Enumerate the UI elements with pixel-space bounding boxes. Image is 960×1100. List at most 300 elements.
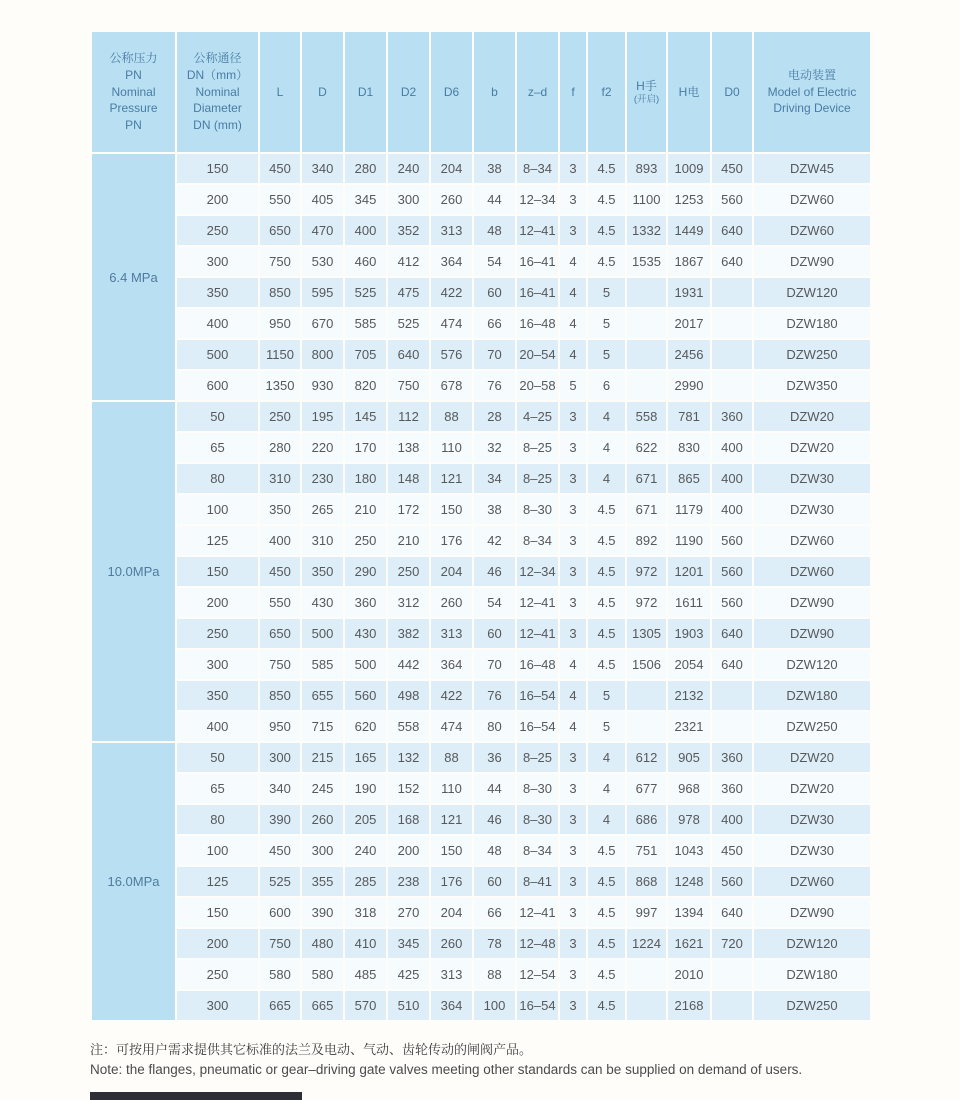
cell-dn: 65 [176, 773, 259, 804]
cell-L: 850 [259, 680, 301, 711]
cell-f2: 4.5 [587, 897, 626, 928]
cell-z_d: 12–54 [516, 959, 559, 990]
cell-D0 [711, 339, 753, 370]
cell-dn: 150 [176, 556, 259, 587]
cell-D6: 313 [430, 215, 473, 246]
cell-H_hand: 997 [626, 897, 667, 928]
cell-z_d: 12–48 [516, 928, 559, 959]
cell-D1: 250 [344, 525, 387, 556]
cell-D0 [711, 680, 753, 711]
cell-D: 480 [301, 928, 344, 959]
column-header-D1: D1 [344, 31, 387, 153]
cell-f: 4 [559, 711, 587, 742]
cell-D6: 88 [430, 401, 473, 432]
cell-z_d: 16–48 [516, 649, 559, 680]
cell-D1: 500 [344, 649, 387, 680]
footer-notes [90, 1040, 890, 1081]
cell-L: 550 [259, 587, 301, 618]
cell-D: 230 [301, 463, 344, 494]
cell-D: 215 [301, 742, 344, 773]
cell-L: 450 [259, 835, 301, 866]
cell-f2: 4.5 [587, 184, 626, 215]
cell-b: 70 [473, 339, 516, 370]
cell-L: 250 [259, 401, 301, 432]
cell-L: 650 [259, 215, 301, 246]
cell-f2: 4 [587, 773, 626, 804]
cell-D0: 560 [711, 525, 753, 556]
cell-f2: 4.5 [587, 246, 626, 277]
cell-D6: 176 [430, 866, 473, 897]
cell-dn: 50 [176, 742, 259, 773]
cell-model: DZW250 [753, 711, 871, 742]
cell-D: 265 [301, 494, 344, 525]
cell-L: 580 [259, 959, 301, 990]
cell-D2: 510 [387, 990, 430, 1021]
cell-b: 60 [473, 618, 516, 649]
column-header-dn: 公称通径 DN（mm） Nominal Diameter DN (mm) [176, 31, 259, 153]
table-row [91, 618, 871, 649]
cell-H_elec: 1179 [667, 494, 711, 525]
cell-D6: 121 [430, 463, 473, 494]
cell-dn: 300 [176, 246, 259, 277]
cell-D0: 360 [711, 401, 753, 432]
table-row [91, 773, 871, 804]
cell-b: 78 [473, 928, 516, 959]
cell-f2: 6 [587, 370, 626, 401]
cell-H_elec: 1248 [667, 866, 711, 897]
table-row [91, 711, 871, 742]
cell-b: 66 [473, 308, 516, 339]
cell-L: 1350 [259, 370, 301, 401]
cell-b: 54 [473, 587, 516, 618]
cell-dn: 300 [176, 990, 259, 1021]
cell-H_hand: 686 [626, 804, 667, 835]
cell-z_d: 16–54 [516, 990, 559, 1021]
cell-f2: 4.5 [587, 835, 626, 866]
cell-D1: 820 [344, 370, 387, 401]
cell-D: 665 [301, 990, 344, 1021]
cell-D1: 190 [344, 773, 387, 804]
cell-D0: 640 [711, 246, 753, 277]
cell-D2: 270 [387, 897, 430, 928]
cell-D: 195 [301, 401, 344, 432]
cell-L: 1150 [259, 339, 301, 370]
cell-D: 715 [301, 711, 344, 742]
table-body [91, 153, 871, 1021]
table-row [91, 525, 871, 556]
cell-b: 28 [473, 401, 516, 432]
cell-H_elec: 1253 [667, 184, 711, 215]
cell-D: 580 [301, 959, 344, 990]
cell-H_hand: 972 [626, 556, 667, 587]
cell-L: 340 [259, 773, 301, 804]
cell-D1: 318 [344, 897, 387, 928]
column-header-model: 电动装置 Model of Electric Driving Device [753, 31, 871, 153]
cell-D1: 280 [344, 153, 387, 184]
cell-b: 38 [473, 153, 516, 184]
cell-dn: 100 [176, 835, 259, 866]
cell-b: 32 [473, 432, 516, 463]
cell-model: DZW120 [753, 928, 871, 959]
cell-H_hand: 972 [626, 587, 667, 618]
cell-D1: 285 [344, 866, 387, 897]
cell-D: 500 [301, 618, 344, 649]
cell-z_d: 16–54 [516, 680, 559, 711]
cell-D: 430 [301, 587, 344, 618]
cell-D: 405 [301, 184, 344, 215]
cell-z_d: 8–34 [516, 835, 559, 866]
cell-model: DZW20 [753, 742, 871, 773]
cell-dn: 125 [176, 525, 259, 556]
cell-f2: 4.5 [587, 928, 626, 959]
cell-L: 300 [259, 742, 301, 773]
cell-H_hand [626, 308, 667, 339]
cell-L: 310 [259, 463, 301, 494]
cell-z_d: 16–41 [516, 246, 559, 277]
cell-f: 3 [559, 215, 587, 246]
cell-D6: 474 [430, 711, 473, 742]
cell-b: 100 [473, 990, 516, 1021]
cell-D0 [711, 990, 753, 1021]
cell-D1: 560 [344, 680, 387, 711]
table-row [91, 649, 871, 680]
column-header-f2: f2 [587, 31, 626, 153]
cell-D: 470 [301, 215, 344, 246]
cell-D6: 576 [430, 339, 473, 370]
cell-D6: 260 [430, 587, 473, 618]
cell-f2: 4.5 [587, 649, 626, 680]
cell-D2: 558 [387, 711, 430, 742]
cell-D2: 112 [387, 401, 430, 432]
cell-f: 3 [559, 525, 587, 556]
cell-D1: 170 [344, 432, 387, 463]
cell-H_hand: 1535 [626, 246, 667, 277]
cell-z_d: 20–54 [516, 339, 559, 370]
cell-L: 750 [259, 928, 301, 959]
cell-L: 450 [259, 556, 301, 587]
cell-D0: 560 [711, 556, 753, 587]
cell-D2: 442 [387, 649, 430, 680]
cell-D: 530 [301, 246, 344, 277]
cell-D0: 360 [711, 773, 753, 804]
cell-H_elec: 1201 [667, 556, 711, 587]
column-header-pn: 公称压力 PN Nominal Pressure PN [91, 31, 176, 153]
cell-z_d: 16–48 [516, 308, 559, 339]
column-header-z_d: z–d [516, 31, 559, 153]
cell-D1: 165 [344, 742, 387, 773]
cell-f: 4 [559, 649, 587, 680]
cell-H_hand: 558 [626, 401, 667, 432]
cell-z_d: 16–54 [516, 711, 559, 742]
cell-D2: 475 [387, 277, 430, 308]
table-row [91, 432, 871, 463]
cell-z_d: 20–58 [516, 370, 559, 401]
cell-b: 38 [473, 494, 516, 525]
table-row [91, 277, 871, 308]
cell-D1: 620 [344, 711, 387, 742]
cell-b: 44 [473, 184, 516, 215]
cell-model: DZW20 [753, 432, 871, 463]
cell-H_elec: 1009 [667, 153, 711, 184]
cell-H_elec: 1621 [667, 928, 711, 959]
cell-model: DZW90 [753, 897, 871, 928]
cell-D6: 364 [430, 649, 473, 680]
cell-D: 350 [301, 556, 344, 587]
cell-f: 3 [559, 773, 587, 804]
cell-D2: 138 [387, 432, 430, 463]
table-row [91, 556, 871, 587]
cell-D1: 410 [344, 928, 387, 959]
cell-D2: 425 [387, 959, 430, 990]
table-row [91, 153, 871, 184]
cell-dn: 65 [176, 432, 259, 463]
cell-D0: 640 [711, 215, 753, 246]
cell-f: 3 [559, 959, 587, 990]
cell-L: 525 [259, 866, 301, 897]
cell-b: 66 [473, 897, 516, 928]
cell-z_d: 8–34 [516, 525, 559, 556]
table-row [91, 680, 871, 711]
table-row [91, 308, 871, 339]
cell-H_hand [626, 370, 667, 401]
cell-D1: 210 [344, 494, 387, 525]
cell-L: 550 [259, 184, 301, 215]
cell-H_elec: 2990 [667, 370, 711, 401]
cell-L: 450 [259, 153, 301, 184]
valve-spec-table [90, 30, 872, 1022]
cell-L: 650 [259, 618, 301, 649]
table-row [91, 928, 871, 959]
table-row [91, 866, 871, 897]
cell-f2: 5 [587, 711, 626, 742]
cell-D6: 678 [430, 370, 473, 401]
cell-D0: 450 [711, 153, 753, 184]
cell-dn: 125 [176, 866, 259, 897]
cell-H_hand: 892 [626, 525, 667, 556]
cell-D0: 400 [711, 463, 753, 494]
cell-dn: 80 [176, 463, 259, 494]
cell-D2: 312 [387, 587, 430, 618]
cell-z_d: 8–34 [516, 153, 559, 184]
cell-f2: 4.5 [587, 153, 626, 184]
cell-z_d: 12–41 [516, 618, 559, 649]
bottom-partial-bar [90, 1092, 302, 1100]
cell-f2: 5 [587, 308, 626, 339]
cell-H_hand: 1305 [626, 618, 667, 649]
cell-z_d: 8–25 [516, 463, 559, 494]
cell-D0: 400 [711, 804, 753, 835]
cell-model: DZW45 [753, 153, 871, 184]
cell-H_elec: 2132 [667, 680, 711, 711]
cell-D: 930 [301, 370, 344, 401]
cell-D2: 240 [387, 153, 430, 184]
cell-model: DZW90 [753, 618, 871, 649]
cell-H_elec: 1903 [667, 618, 711, 649]
cell-D6: 422 [430, 277, 473, 308]
table-row [91, 463, 871, 494]
cell-f2: 4.5 [587, 866, 626, 897]
cell-H_elec: 2054 [667, 649, 711, 680]
cell-model: DZW350 [753, 370, 871, 401]
cell-D1: 430 [344, 618, 387, 649]
table-row [91, 494, 871, 525]
cell-D0: 640 [711, 897, 753, 928]
cell-z_d: 8–25 [516, 432, 559, 463]
cell-dn: 250 [176, 618, 259, 649]
cell-f2: 4 [587, 804, 626, 835]
cell-H_elec: 2010 [667, 959, 711, 990]
cell-f2: 4.5 [587, 959, 626, 990]
cell-H_elec: 830 [667, 432, 711, 463]
column-header-b: b [473, 31, 516, 153]
cell-f2: 4.5 [587, 494, 626, 525]
column-header-H_elec: H电 [667, 31, 711, 153]
cell-L: 950 [259, 308, 301, 339]
cell-H_hand: 671 [626, 494, 667, 525]
cell-z_d: 12–34 [516, 184, 559, 215]
note-chinese: 注：可按用户需求提供其它标准的法兰及电动、气动、齿轮传动的闸阀产品。 [90, 1042, 533, 1057]
cell-D6: 204 [430, 556, 473, 587]
cell-z_d: 16–41 [516, 277, 559, 308]
cell-b: 76 [473, 680, 516, 711]
cell-D6: 474 [430, 308, 473, 339]
pressure-group-label: 10.0MPa [91, 401, 176, 742]
cell-D0: 400 [711, 432, 753, 463]
table-row [91, 959, 871, 990]
cell-b: 60 [473, 277, 516, 308]
column-header-D6: D6 [430, 31, 473, 153]
cell-D: 300 [301, 835, 344, 866]
cell-b: 80 [473, 711, 516, 742]
cell-dn: 250 [176, 959, 259, 990]
cell-D6: 110 [430, 432, 473, 463]
cell-H_hand: 1224 [626, 928, 667, 959]
cell-H_elec: 2168 [667, 990, 711, 1021]
cell-dn: 200 [176, 184, 259, 215]
cell-f: 3 [559, 153, 587, 184]
cell-D0 [711, 277, 753, 308]
cell-D6: 313 [430, 959, 473, 990]
cell-D0: 720 [711, 928, 753, 959]
cell-D: 595 [301, 277, 344, 308]
cell-z_d: 8–30 [516, 804, 559, 835]
table-row [91, 742, 871, 773]
cell-dn: 300 [176, 649, 259, 680]
cell-model: DZW90 [753, 246, 871, 277]
cell-D0 [711, 308, 753, 339]
cell-b: 46 [473, 556, 516, 587]
cell-b: 44 [473, 773, 516, 804]
cell-D1: 570 [344, 990, 387, 1021]
cell-f: 3 [559, 587, 587, 618]
cell-model: DZW90 [753, 587, 871, 618]
cell-H_elec: 865 [667, 463, 711, 494]
cell-f: 5 [559, 370, 587, 401]
cell-D1: 705 [344, 339, 387, 370]
cell-H_elec: 1931 [667, 277, 711, 308]
cell-L: 280 [259, 432, 301, 463]
cell-D1: 145 [344, 401, 387, 432]
cell-D2: 750 [387, 370, 430, 401]
cell-dn: 350 [176, 680, 259, 711]
cell-D0: 450 [711, 835, 753, 866]
cell-b: 54 [473, 246, 516, 277]
cell-H_hand [626, 680, 667, 711]
cell-H_hand: 671 [626, 463, 667, 494]
cell-H_hand: 622 [626, 432, 667, 463]
cell-D0 [711, 959, 753, 990]
cell-D2: 352 [387, 215, 430, 246]
cell-dn: 400 [176, 711, 259, 742]
cell-D1: 205 [344, 804, 387, 835]
table-row [91, 804, 871, 835]
cell-D0 [711, 711, 753, 742]
cell-H_elec: 905 [667, 742, 711, 773]
cell-D2: 412 [387, 246, 430, 277]
cell-dn: 150 [176, 897, 259, 928]
cell-model: DZW250 [753, 990, 871, 1021]
cell-H_elec: 1449 [667, 215, 711, 246]
table-row [91, 990, 871, 1021]
cell-H_elec: 1043 [667, 835, 711, 866]
cell-f: 3 [559, 928, 587, 959]
cell-L: 400 [259, 525, 301, 556]
cell-H_elec: 2017 [667, 308, 711, 339]
cell-f: 3 [559, 432, 587, 463]
cell-model: DZW60 [753, 525, 871, 556]
cell-D2: 210 [387, 525, 430, 556]
cell-H_hand [626, 990, 667, 1021]
column-header-H_hand: H手 (开启) [626, 31, 667, 153]
cell-D1: 180 [344, 463, 387, 494]
note-english: Note: the flanges, pneumatic or gear–driving gate valves meeting other standards can be supplied on demand of users. [90, 1062, 803, 1078]
cell-D2: 498 [387, 680, 430, 711]
cell-D6: 204 [430, 153, 473, 184]
cell-D6: 204 [430, 897, 473, 928]
cell-D: 800 [301, 339, 344, 370]
cell-dn: 100 [176, 494, 259, 525]
cell-D6: 150 [430, 494, 473, 525]
cell-f: 3 [559, 556, 587, 587]
header-row [91, 31, 871, 153]
cell-f: 3 [559, 897, 587, 928]
cell-D6: 260 [430, 184, 473, 215]
cell-model: DZW250 [753, 339, 871, 370]
cell-D2: 345 [387, 928, 430, 959]
cell-dn: 400 [176, 308, 259, 339]
cell-D6: 260 [430, 928, 473, 959]
cell-D1: 345 [344, 184, 387, 215]
cell-D6: 364 [430, 246, 473, 277]
cell-D0: 640 [711, 618, 753, 649]
cell-dn: 500 [176, 339, 259, 370]
cell-z_d: 12–34 [516, 556, 559, 587]
cell-b: 48 [473, 835, 516, 866]
cell-D: 260 [301, 804, 344, 835]
cell-L: 600 [259, 897, 301, 928]
cell-D2: 148 [387, 463, 430, 494]
cell-D1: 485 [344, 959, 387, 990]
cell-H_hand [626, 959, 667, 990]
cell-H_elec: 2456 [667, 339, 711, 370]
cell-D6: 313 [430, 618, 473, 649]
cell-D: 390 [301, 897, 344, 928]
cell-f: 3 [559, 184, 587, 215]
cell-f: 4 [559, 308, 587, 339]
cell-D0: 640 [711, 649, 753, 680]
cell-D: 655 [301, 680, 344, 711]
cell-H_hand [626, 277, 667, 308]
